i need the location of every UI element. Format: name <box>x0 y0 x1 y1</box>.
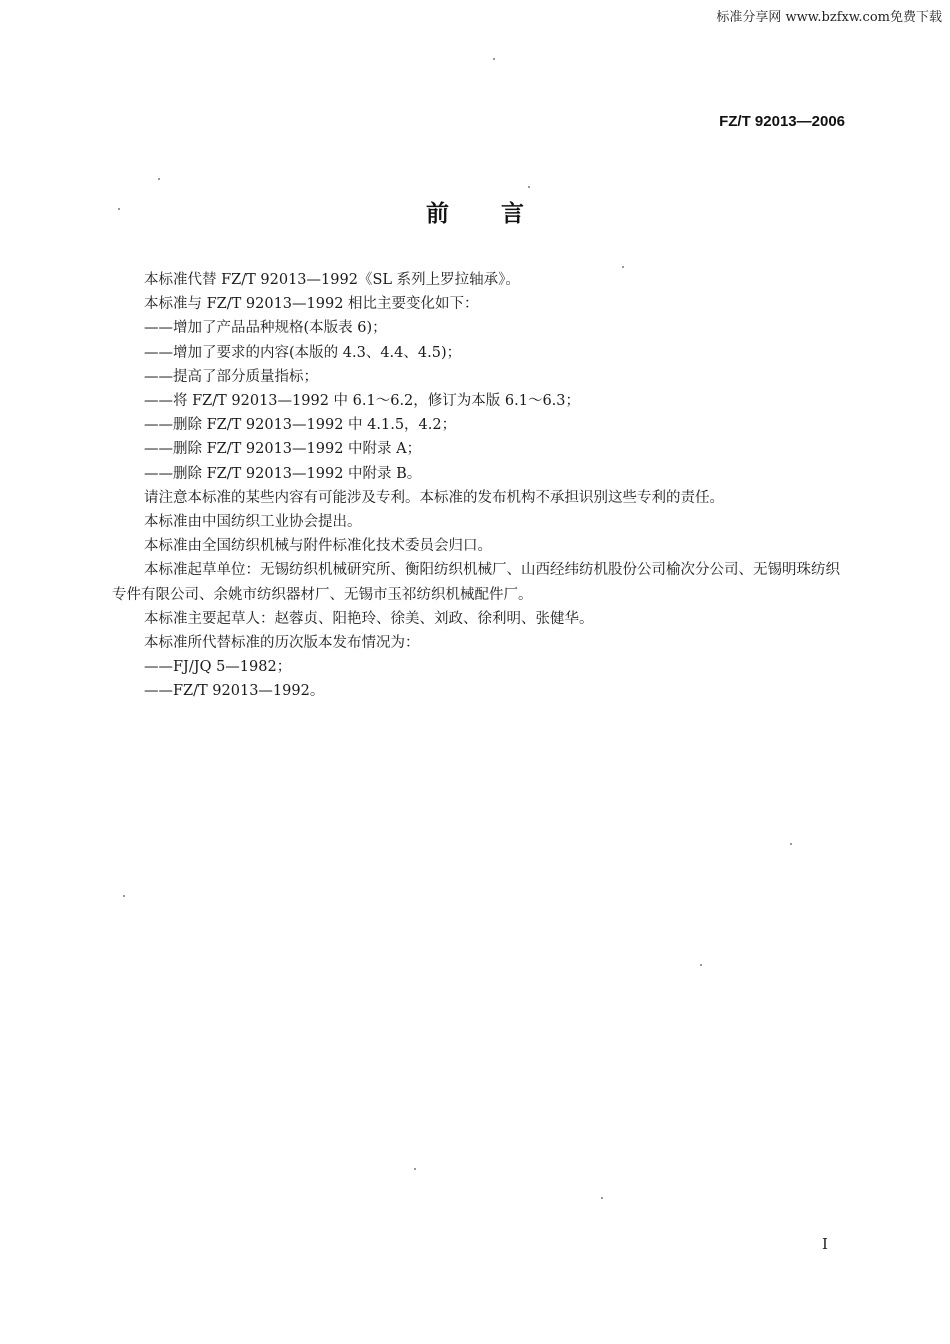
paragraph-drafting-units: 本标准起草单位：无锡纺织机械研究所、衡阳纺织机械厂、山西经纬纺机股份公司榆次分公司、无锡明珠纺织专件有限公司、余姚市纺织器材厂、无锡市玉祁纺织机械配件厂。 <box>112 562 840 603</box>
watermark-text: 标准分享网 www.bzfxw.com免费下载 <box>716 10 942 25</box>
scan-speck <box>493 58 495 60</box>
list-item: ——删除 FZ/T 92013—1992 中 4.1.5，4.2； <box>144 417 457 434</box>
scan-speck <box>414 1168 416 1170</box>
foreword-body <box>112 268 852 704</box>
scan-speck <box>622 266 624 268</box>
scan-speck <box>790 843 792 845</box>
paragraph-patent-notice: 请注意本标准的某些内容有可能涉及专利。本标准的发布机构不承担识别这些专利的责任。 <box>144 489 724 506</box>
paragraph-committee: 本标准由全国纺织机械与附件标准化技术委员会归口。 <box>144 538 492 555</box>
list-item: ——增加了产品品种规格(本版表 6)； <box>144 320 387 337</box>
scan-speck <box>601 1197 603 1199</box>
list-item: ——FJ/JQ 5—1982； <box>144 659 292 676</box>
list-item: ——增加了要求的内容(本版的 4.3、4.4、4.5)； <box>144 344 462 361</box>
paragraph-history-intro: 本标准所代替标准的历次版本发布情况为： <box>144 635 420 652</box>
list-item: ——提高了部分质量指标； <box>144 368 318 385</box>
page-number: I <box>822 1235 828 1253</box>
scan-speck <box>158 178 160 180</box>
paragraph-proposer: 本标准由中国纺织工业协会提出。 <box>144 514 362 531</box>
document-code: FZ/T 92013—2006 <box>719 113 845 130</box>
scan-speck <box>123 895 125 897</box>
list-item: ——FZ/T 92013—1992。 <box>144 683 325 700</box>
scan-speck <box>528 186 530 188</box>
page-title: 前言 <box>426 201 576 227</box>
scan-speck <box>118 208 120 210</box>
list-item: ——删除 FZ/T 92013—1992 中附录 B。 <box>144 465 422 482</box>
list-item: ——将 FZ/T 92013—1992 中 6.1～6.2，修订为本版 6.1～6.3； <box>144 393 581 410</box>
paragraph-drafters: 本标准主要起草人：赵蓉贞、阳艳玲、徐美、刘政、徐利明、张健华。 <box>144 610 594 627</box>
list-item: ——删除 FZ/T 92013—1992 中附录 A； <box>144 441 422 458</box>
paragraph-replaces: 本标准代替 FZ/T 92013—1992《SL 系列上罗拉轴承》。 <box>144 272 520 288</box>
paragraph-changes-intro: 本标准与 FZ/T 92013—1992 相比主要变化如下： <box>144 296 479 313</box>
scan-speck <box>700 964 702 966</box>
